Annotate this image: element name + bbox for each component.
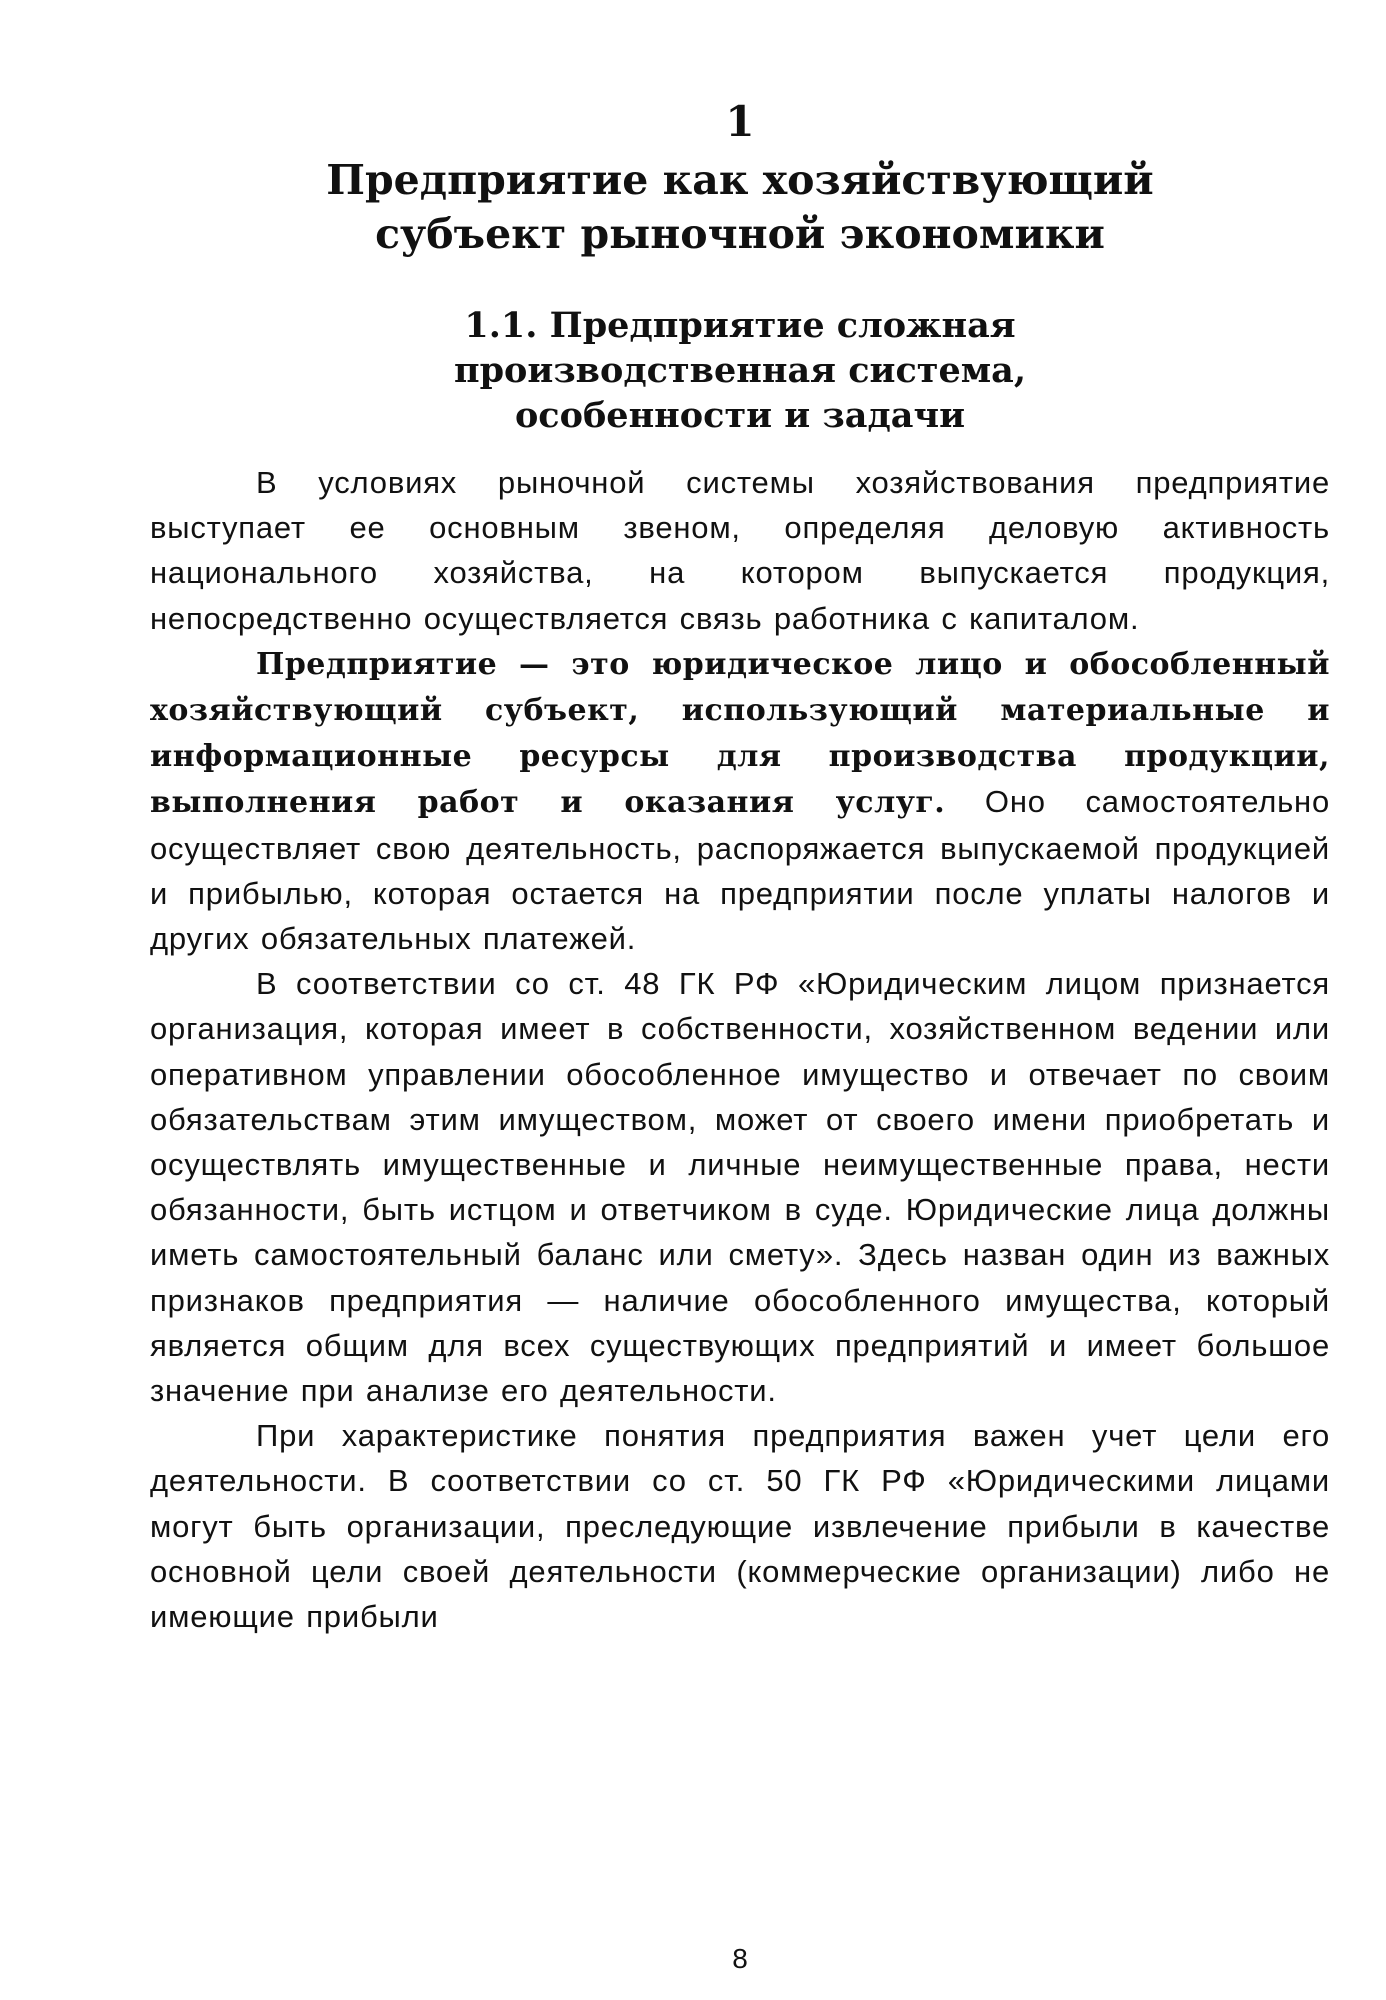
section-title-line: 1.1. Предприятие сложная (464, 305, 1016, 346)
section-title (150, 303, 1330, 438)
chapter-title-line: Предприятие как хозяйствующий (326, 156, 1154, 204)
section-title-line: производственная система, (453, 350, 1027, 391)
paragraph-civil-code-art48: В соответствии со ст. 48 ГК РФ «Юридическим лицом признается организация, которая имеет в собственности, хозяйственном ведении или оперативном управлении обособленное имущество и отвечает по своим обязательствам этим имуществом, может от своего имени приобретать и осуществлять имущественные и личные неимущественные права, нести обязанности, быть истцом и ответчиком в суде. Юридические лица должны иметь самостоятельный баланс или смету». Здесь назван один из важных признаков предприятия — наличие обособленного имущества, который является общим для всех существующих предприятий и имеет большое значение при анализе его деятельности. (150, 966, 1330, 1409)
definition-continuation: Оно самостоятельно осуществляет свою деятельность, распоряжается выпускаемой продукцией и прибылью, которая остается на предприятии после уплаты налогов и других обязательных платежей. (150, 784, 1331, 957)
chapter-title (150, 153, 1330, 261)
section-title-line: особенности и задачи (514, 395, 966, 436)
enterprise-definition: Предприятие — это юридическое лицо и обособленный хозяйствующий субъект, использующий материальные и информационные ресурсы для производства продукции, выполнения работ и оказания услуг. (150, 646, 1330, 821)
chapter-number: 1 (725, 97, 755, 146)
page-number: 8 (732, 1943, 748, 1974)
paragraph-intro: В условиях рыночной системы хозяйствования предприятие выступает ее основным звеном, определяя деловую активность национального хозяйства, на котором выпускается продукция, непосредственно осуществляется связь работника с капиталом. (150, 465, 1330, 636)
paragraph-definition (150, 641, 1330, 961)
chapter-title-line: субъект рыночной экономики (375, 210, 1105, 258)
document-page (150, 95, 1330, 1975)
paragraph-civil-code-art50: При характеристике понятия предприятия важен учет цели его деятельности. В соответствии со ст. 50 ГК РФ «Юридическими лицами могут быть организации, преследующие извлечение прибыли в качестве основной цели своей деятельности (коммерческие организации) либо не имеющие прибыли (150, 1418, 1330, 1635)
body-text (150, 460, 1330, 1639)
